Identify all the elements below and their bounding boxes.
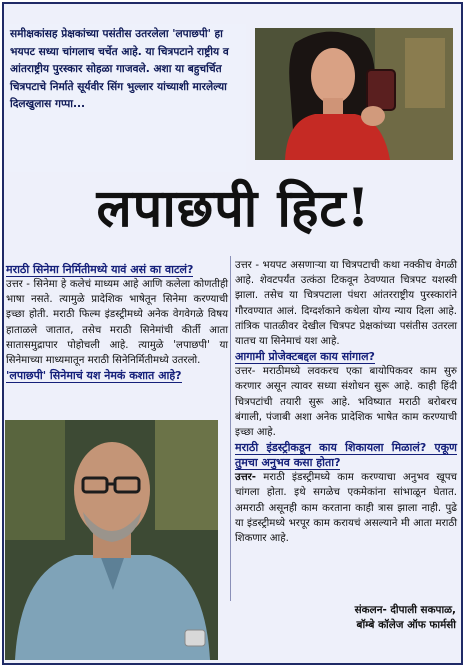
answer-4 (235, 470, 457, 546)
column-divider (230, 256, 231, 601)
right-column (235, 258, 457, 546)
credit-line-1: संकलन- दीपाली सकपाळ, (354, 604, 456, 616)
credit (236, 603, 456, 633)
intro-paragraph: समीक्षकांसह प्रेक्षकांच्या पसंतीस उतरलेला 'लपाछपी' हा भयपट सध्या चांगलाच चर्चेत आहे. या चित्रपटाने राष्ट्रीय व आंतराष्ट्रीय पुरस्कार सोहळा गाजवले. अशा या बहुचर्चित चित्रपटाचे निर्माते सूर्यवीर सिंग भुल्लार यांच्याशी मारलेल्या दिलखुलास गप्पा... (6, 24, 246, 172)
director-photo (5, 420, 218, 660)
headline: लपाछपी हिट! (96, 178, 371, 239)
question-2: 'लपाछपी' सिनेमाचं यश नेमकं कशात आहे? (6, 369, 182, 383)
answer-1: उत्तर - सिनेमा हे कलेचं माध्यम आहे आणि कलेला कोणतीही भाषा नसते. त्यामुळे प्रादेशिक भाषेतून सिनेमा करण्याची इच्छा होती. मराठी फिल्म इंडस्ट्रीमध्ये अनेक वेगवेगळे विषय हाताळले जातात, तसेच मराठी सिनेमांची कीर्ती आता सातासमुद्रापार पोहोचली आहे. त्यामुळे 'लपाछपी' या सिनेमाच्या माध्यमातून मराठी सिनेनिर्मितीमध्ये उतरलो. (6, 279, 228, 367)
question-4: मराठी इंडस्ट्रीकडून काय शिकायला मिळालं? एकूण तुमचा अनुभव कसा होता? (235, 441, 457, 470)
answer-4-lead: उत्तर- (235, 472, 257, 484)
answer-4-text: मराठी इंडस्ट्रीमध्ये काम करण्याचा अनुभव खूपच चांगला होता. इथे सगळेच एकमेकांना सांभाळून घेतात. अमराठी असूनही काम करताना काही त्रास झाला नाही. पुढे या इंडस्ट्रीमध्ये भरपूर काम करायचं असल्याने मी आता मराठी शिकणार आहे. (235, 472, 457, 545)
answer-2: उत्तर - भयपट असणाऱ्या या चित्रपटाची कथा नक्कीच वेगळी आहे. शेवटपर्यंत उत्कंठा टिकवून ठेवण्यात चित्रपट यशस्वी झाला. तसेच या चित्रपटाला पंधरा आंतरराष्ट्रीय पुरस्कारांने गौरवण्यात आलं. दिग्दर्शकाने कथेला योग्य न्याय दिला आहे. तांत्रिक पातळीवर देखील चित्रपट प्रेक्षकांच्या पसंतीस उतरला यातच या सिनेमाचं यश आहे. (235, 260, 457, 348)
left-column (6, 262, 228, 383)
question-1: मराठी सिनेमा निर्मितीमध्ये यावं असं का वाटलं? (6, 263, 194, 276)
answer-3: उत्तर- मराठीमध्ये लवकरच एका बायोपिकवर काम सुरु करणार असून त्यावर सध्या संशोधन सुरू आहे. काही हिंदी चित्रपटांची तयारी सुरू आहे. भविष्यात मराठी बरोबरच बंगाली, पंजाबी अशा अनेक प्रादेशिक भाषेत काम करण्याची इच्छा आहे. (235, 366, 457, 439)
credit-line-2: बॉम्बे कॉलेज ऑफ फार्मसी (356, 619, 456, 631)
question-3: आगामी प्रोजेक्टबद्दल काय सांगाल? (235, 350, 375, 364)
actress-photo (255, 28, 453, 160)
